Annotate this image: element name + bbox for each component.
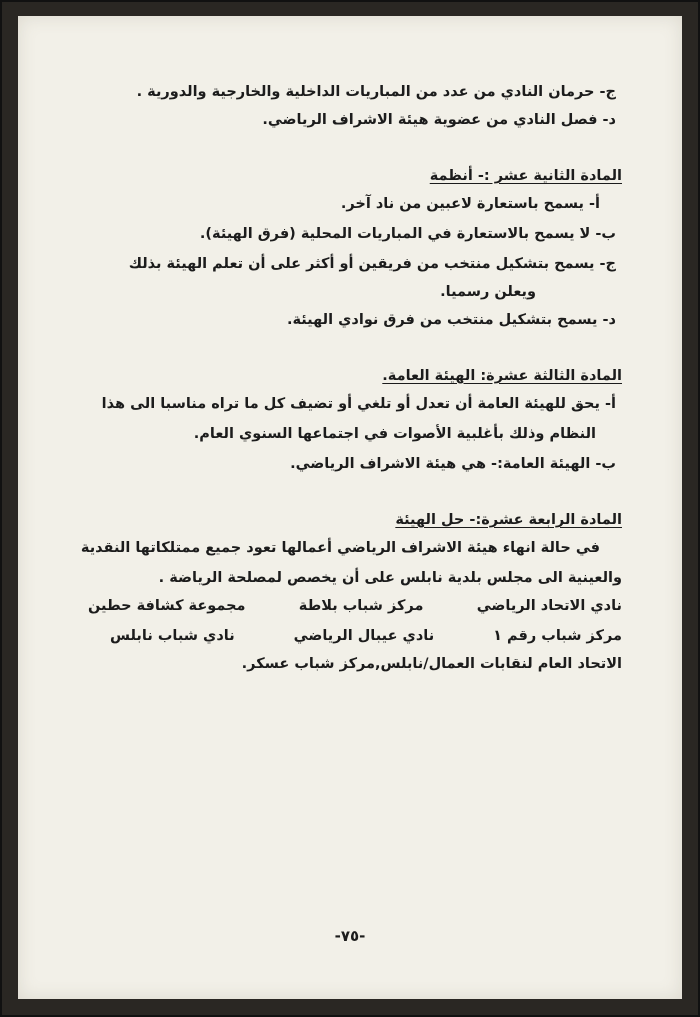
club-name: مجموعة كشافة حطين [88,598,246,614]
clause-d-expulsion: د- فصل النادي من عضوية هيئة الاشراف الرياضي. [262,112,616,128]
clubs-row-3: الاتحاد العام لنقابات العمال/نابلس,مركز شباب عسكر. [241,656,622,672]
clause-c-team-formation: ج- يسمح بتشكيل منتخب من فريقين أو أكثر على أن تعلم الهيئة بذلك [128,256,616,272]
clause-c-deprivation: ج- حرمان النادي من عدد من المباريات الداخلية والخارجية والدورية . [136,84,616,100]
dissolution-paragraph-line-2: والعينية الى مجلس بلدية نابلس على أن يخصص لمصلحة الرياضة . [158,570,622,586]
document-page [18,16,682,999]
club-name: نادي شباب نابلس [110,628,235,644]
clause-a-loan: أ- يسمح باستعارة لاعبين من ناد آخر. [340,196,600,212]
clause-d-club-team: د- يسمح بتشكيل منتخب من فرق نوادي الهيئة. [286,312,616,328]
clubs-row-2 [110,628,622,644]
clause-b-no-loan: ب- لا يسمح بالاستعارة في المباريات المحلية (فرق الهيئة). [199,226,616,242]
clubs-row-1 [88,598,622,614]
clause-b-general-assembly: ب- الهيئة العامة:- هي هيئة الاشراف الرياضي. [290,456,616,472]
club-name: مركز شباب بلاطة [298,598,424,614]
clause-a-general-assembly: أ- يحق للهيئة العامة أن تعدل أو تلغي أو تضيف كل ما تراه مناسبا الى هذا [101,396,616,412]
clause-c-continuation: ويعلن رسميا. [440,284,536,300]
dissolution-paragraph-line-1: في حالة انهاء هيئة الاشراف الرياضي أعمالها تعود جميع ممتلكاتها النقدية [80,540,600,556]
article-12-heading: المادة الثانية عشر :- أنظمة [429,168,622,184]
document-body [82,16,622,999]
article-14-heading: المادة الرابعة عشرة:- حل الهيئة [395,512,622,528]
club-name: مركز شباب رقم ١ [493,628,622,644]
article-13-heading: المادة الثالثة عشرة: الهيئة العامة. [382,368,622,384]
clause-a-continuation: النظام وذلك بأغلبية الأصوات في اجتماعها السنوي العام. [193,426,596,442]
club-name: نادي عيبال الرياضي [293,628,435,644]
club-name: نادي الاتحاد الرياضي [476,598,622,614]
page-number: -٧٥- [334,927,366,945]
